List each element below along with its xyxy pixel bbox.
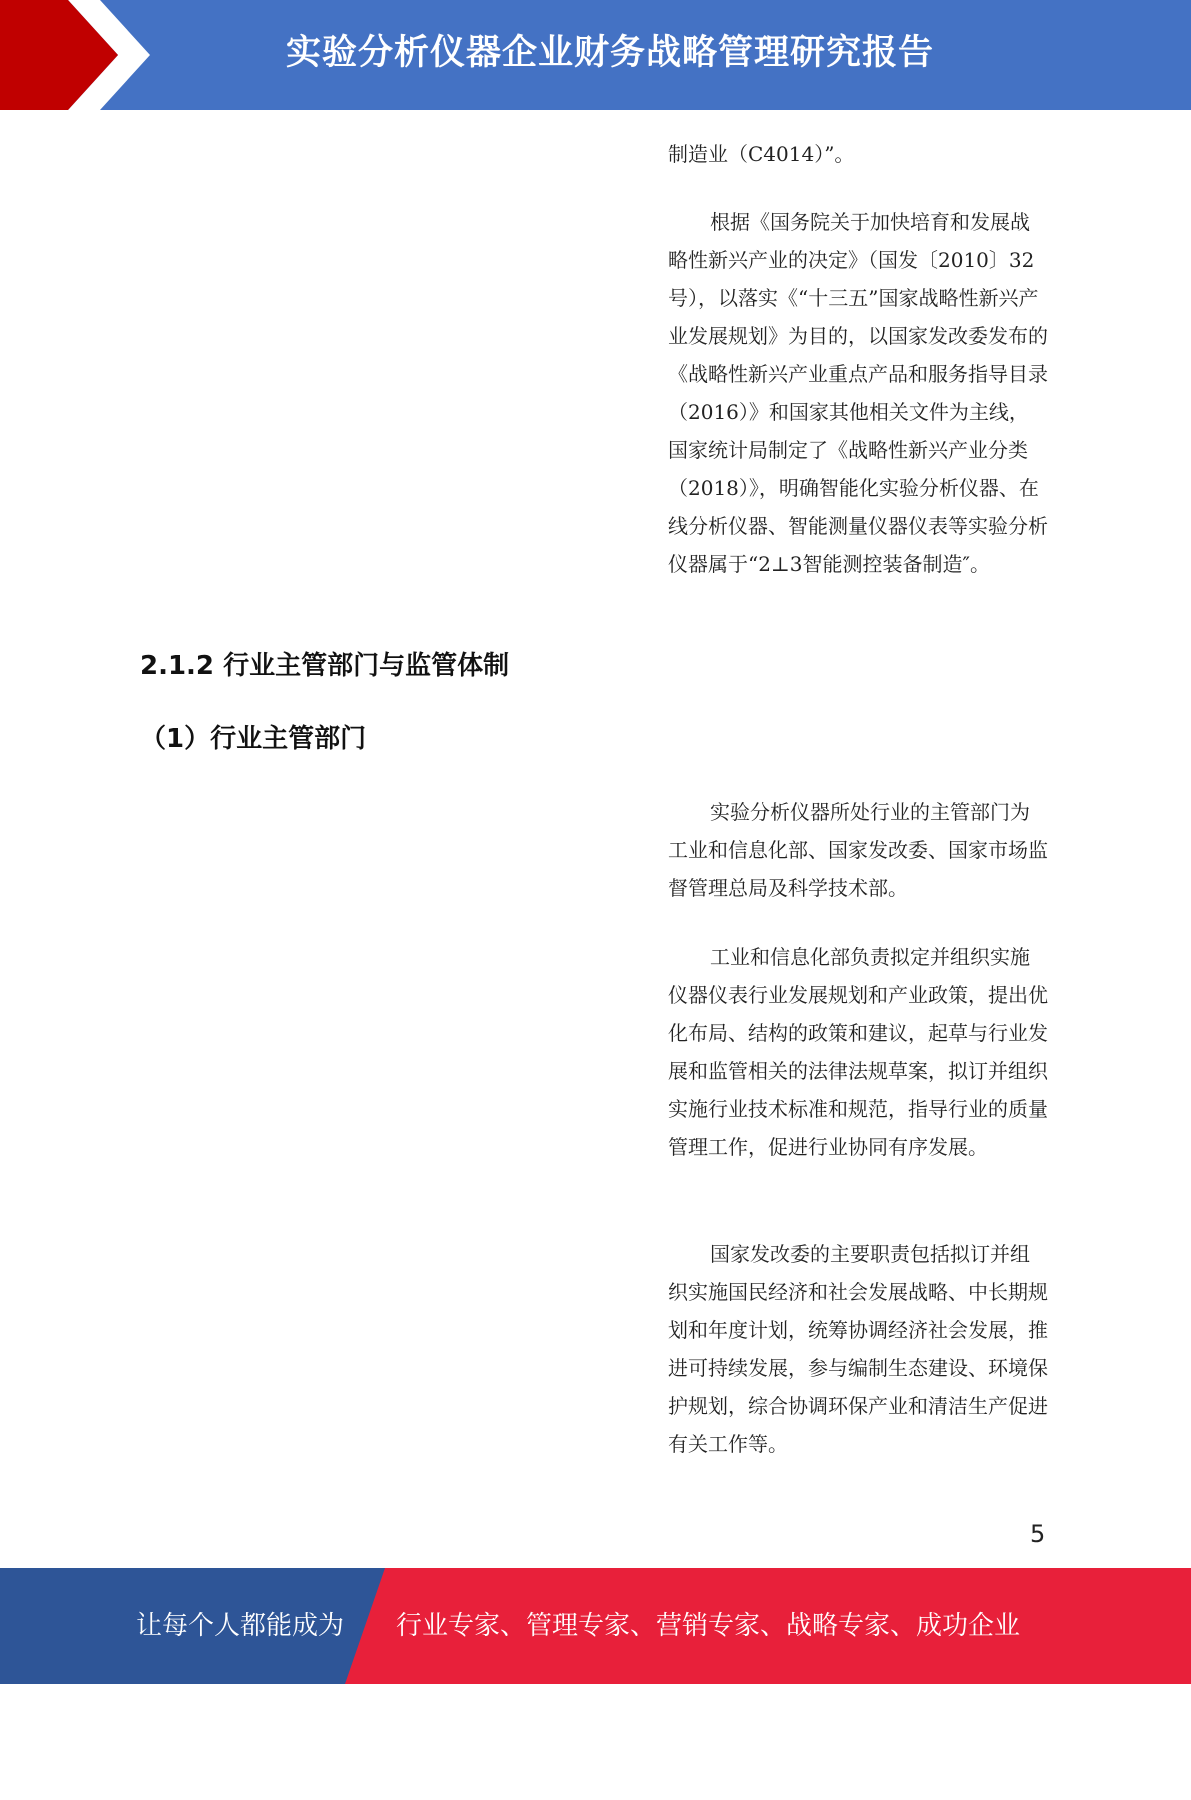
- report-title: 实验分析仪器企业财务战略管理研究报告: [285, 33, 934, 73]
- footer-slogan-right: 行业专家、管理专家、营销专家、战略专家、成功企业家……: [396, 1611, 1021, 1757]
- section-heading-2-1-2: 2.1.2 行业主管部门与监管体制: [140, 651, 510, 681]
- page-footer: [0, 1568, 1191, 1757]
- paragraph-miit: 工业和信息化部负责拟定并组织实施仪器仪表行业发展规划和产业政策，提出优化布局、结构的政策和建议，起草与行业发展和监管相关的法律法规草案，拟订并组织实施行业技术标准和规范，指导行业的质量管理工作，促进行业协同有序发展。: [668, 945, 1048, 1159]
- paragraph-authorities: 实验分析仪器所处行业的主管部门为工业和信息化部、国家发改委、国家市场监督管理总局及科学技术部。: [668, 800, 1048, 900]
- page-header: [0, 0, 1191, 110]
- paragraph-strategic-industry: 根据《国务院关于加快培育和发展战略性新兴产业的决定》（国发〔2010〕32号），以落实《“十三五”国家战略性新兴产业发展规划》为目的，以国家发改委发布的《战略性新兴产业重点产品和服务指导目录（2016）》和国家其他相关文件为主线，国家统计局制定了《战略性新兴产业分类（2018）》，明确智能化实验分析仪器、在线分析仪器、智能测量仪器仪表等实验分析仪器属于“2⊥3智能测控装备制造″。: [668, 210, 1048, 576]
- paragraph-ndrc: 国家发改委的主要职责包括拟订并组织实施国民经济和社会发展战略、中长期规划和年度计划，统筹协调经济社会发展，推进可持续发展，参与编制生态建设、环境保护规划，综合协调环保产业和清洁生产促进有关工作等。: [668, 1242, 1048, 1456]
- subsection-heading-authorities: （1）行业主管部门: [140, 724, 367, 754]
- footer-slogan-left: 让每个人都能成为: [135, 1611, 344, 1641]
- paragraph-continued: 制造业（C4014）”。: [668, 142, 855, 166]
- page-number: 5: [1030, 1520, 1046, 1548]
